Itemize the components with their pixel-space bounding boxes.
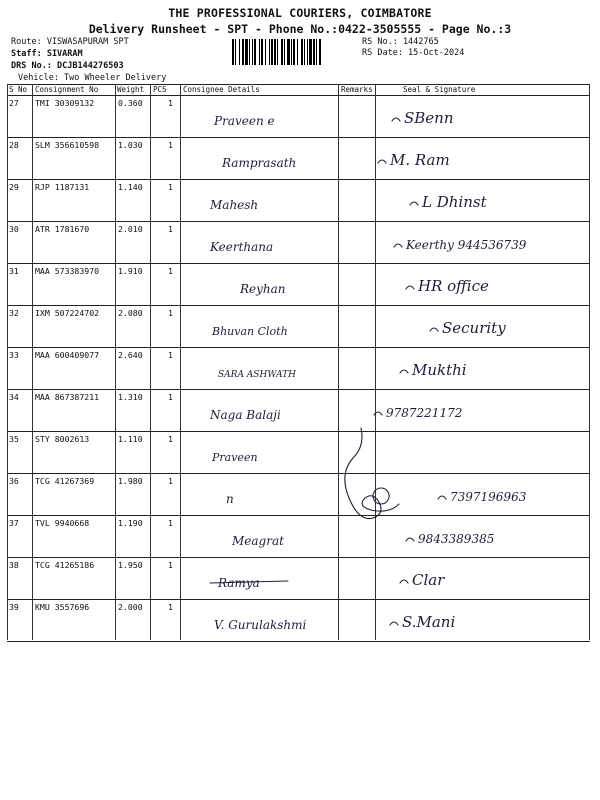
col-header-remarks: Remarks [341,85,373,94]
cell-pcs: 1 [168,434,173,444]
col-header-consignment: Consignment No [35,85,99,94]
cell-pcs: 1 [168,560,173,570]
cell-pcs: 1 [168,476,173,486]
signature-handwriting [398,349,588,389]
svg-text:M. Ram: M. Ram [390,151,450,169]
consignee-handwriting [218,351,368,391]
svg-text:Praveen e: Praveen e [214,114,275,128]
cell-weight: 1.110 [118,434,143,444]
cell-pcs: 1 [168,350,173,360]
svg-text:Clar: Clar [412,571,445,589]
consignee-handwriting [210,183,360,223]
svg-text:9843389385: 9843389385 [418,532,495,546]
cell-weight: 2.010 [118,224,143,234]
cell-consignment: MAA 573383970 [35,266,100,276]
staff-label: Staff: SIVARAM [11,49,83,59]
signature-handwriting [388,601,578,641]
cell-consignment: MAA 600409077 [35,350,100,360]
svg-text:HR office: HR office [418,277,489,295]
cell-consignment: TCG 41267369 [35,476,95,486]
cell-sno: 29 [9,182,19,192]
cell-sno: 35 [9,434,19,444]
cell-consignment: MAA 867387211 [35,392,100,402]
signature-handwriting [436,475,600,515]
cell-sno: 33 [9,350,19,360]
runsheet-subtitle: Delivery Runsheet - SPT - Phone No.:0422-3505555 - Page No.:3 [88,22,512,36]
svg-text:SARA ASHWATH: SARA ASHWATH [218,370,296,380]
signature-handwriting [392,223,582,263]
runsheet-title: THE PROFESSIONAL COURIERS, COIMBATORE [168,6,432,20]
route-label: Route: VISWASAPURAM SPT [11,37,129,47]
cell-pcs: 1 [168,182,173,192]
svg-text:Mukthi: Mukthi [412,361,467,379]
rs-date-label: RS Date: 15-Oct-2024 [362,48,465,58]
cell-pcs: 1 [168,602,173,612]
col-header-sno: S No [9,85,28,94]
svg-text:Security: Security [442,319,506,337]
rs-no-label: RS No.: 1442765 [362,37,439,47]
consignee-handwriting [210,225,360,265]
cell-sno: 32 [9,308,19,318]
cell-weight: 2.000 [118,602,143,612]
cell-consignment: RJP 1187131 [35,182,90,192]
cell-weight: 0.360 [118,98,143,108]
cell-weight: 1.190 [118,518,143,528]
cell-sno: 38 [9,560,19,570]
cell-sno: 37 [9,518,19,528]
signature-handwriting [390,97,580,137]
col-header-consignee: Consignee Details [183,85,260,94]
cell-sno: 28 [9,140,19,150]
cell-sno: 36 [9,476,19,486]
signature-handwriting [404,265,594,305]
svg-text:Bhuvan Cloth: Bhuvan Cloth [212,325,288,338]
cell-sno: 34 [9,392,19,402]
cell-weight: 1.980 [118,476,143,486]
cell-weight: 1.950 [118,560,143,570]
signature-handwriting [376,139,566,179]
consignee-handwriting [214,603,364,643]
cell-sno: 30 [9,224,19,234]
consignee-handwriting [240,267,390,307]
svg-text:Ramprasath: Ramprasath [222,156,297,170]
cell-consignment: ATR 1781670 [35,224,90,234]
barcode [232,39,356,65]
cell-sno: 39 [9,602,19,612]
svg-text:Ramya: Ramya [218,576,260,590]
cell-weight: 2.640 [118,350,143,360]
svg-text:L Dhinst: L Dhinst [422,193,487,211]
svg-text:Meagrat: Meagrat [232,534,284,548]
signature-handwriting [404,517,594,557]
svg-text:9787221172: 9787221172 [386,406,463,420]
cell-sno: 31 [9,266,19,276]
cell-pcs: 1 [168,308,173,318]
cell-consignment: STY 8002613 [35,434,90,444]
svg-text:Naga Balaji: Naga Balaji [210,408,281,422]
svg-text:Keerthana: Keerthana [210,240,274,254]
cell-consignment: SLM 356610598 [35,140,100,150]
svg-text:SBenn: SBenn [404,109,454,127]
cell-weight: 1.910 [118,266,143,276]
cell-pcs: 1 [168,266,173,276]
col-header-seal: Seal & Signature [403,85,476,94]
cell-consignment: TVL 9940668 [35,518,90,528]
signature-handwriting [428,307,600,347]
svg-text:Praveen: Praveen [212,451,258,464]
svg-text:n: n [226,492,234,506]
svg-text:Mahesh: Mahesh [210,198,259,212]
remarks-scribble [335,424,405,534]
cell-weight: 1.140 [118,182,143,192]
svg-text:Reyhan: Reyhan [240,282,286,296]
consignee-handwriting [222,141,372,181]
drs-label: DRS No.: DCJB144276503 [11,61,124,71]
runsheet-table [7,84,590,640]
consignee-handwriting [218,561,368,601]
cell-consignment: TMI 30309132 [35,98,95,108]
cell-pcs: 1 [168,518,173,528]
consignee-handwriting [212,309,362,349]
consignee-handwriting [214,99,364,139]
svg-text:S.Mani: S.Mani [402,613,456,631]
cell-consignment: IXM 507224702 [35,308,100,318]
svg-text:7397196963: 7397196963 [450,490,527,504]
cell-weight: 1.310 [118,392,143,402]
cell-weight: 2.080 [118,308,143,318]
vehicle-label: Vehicle: Two Wheeler Delivery [18,73,167,83]
cell-consignment: KMU 3557696 [35,602,90,612]
svg-text:Keerthy 944536739: Keerthy 944536739 [406,238,527,252]
cell-pcs: 1 [168,224,173,234]
cell-sno: 27 [9,98,19,108]
cell-consignment: TCG 41265186 [35,560,95,570]
cell-pcs: 1 [168,140,173,150]
signature-handwriting [408,181,598,221]
cell-pcs: 1 [168,98,173,108]
col-header-weight: Weight [117,85,145,94]
signature-handwriting [398,559,588,599]
svg-text:V. Gurulakshmi: V. Gurulakshmi [214,618,307,632]
cell-weight: 1.030 [118,140,143,150]
cell-pcs: 1 [168,392,173,402]
col-header-pcs: PCS [153,85,167,94]
